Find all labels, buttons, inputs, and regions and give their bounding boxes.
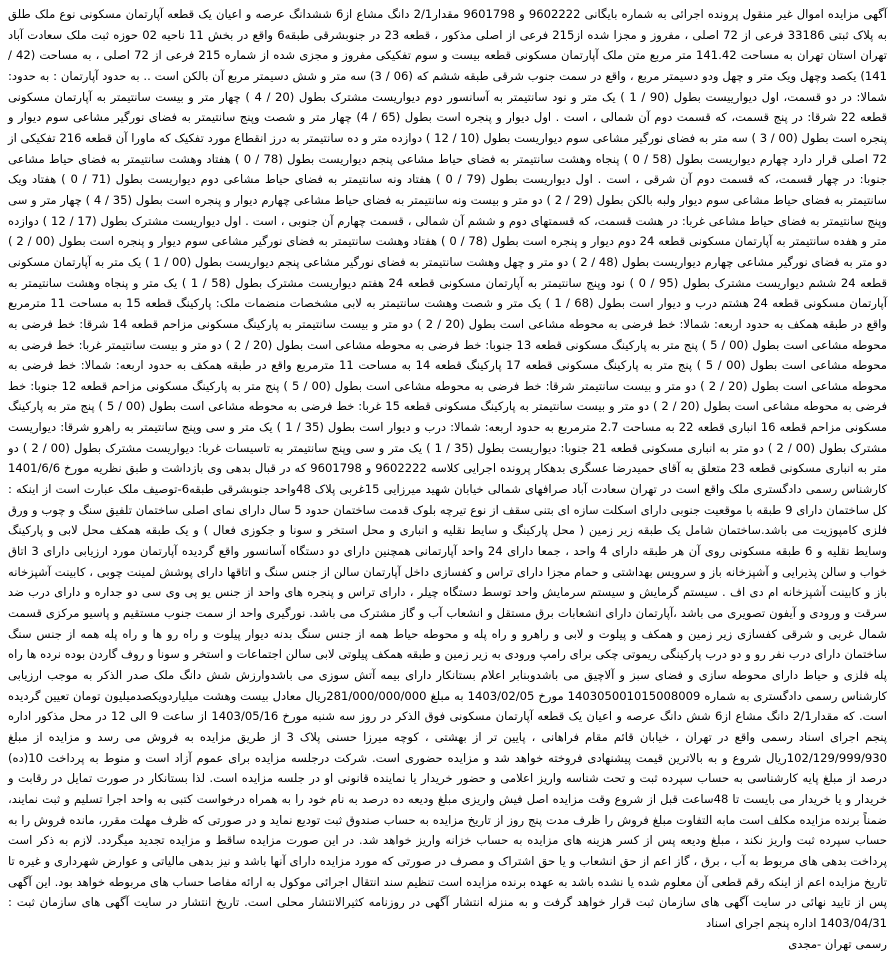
notice-signature: رسمی تهران -مجدی	[788, 936, 887, 951]
notice-body-text: آگهی مزایده اموال غیر منقول پرونده اجرائی به شماره بایگانی 9602222 و 9601798 مقدار2/1 دانگ مشاع از6 ششدانگ عرصه و اعیان یک قطعه آپارتمان مسکونی نوع ملک طلق به پلاک ثبتی 33186 فرعی از 72 اصلی ، مفروز و مجزا شده از215 فرعی از اصلی مذکور ، قطعه 23 در جنوبشرقی طبقه6 واقع در بخش 11 ناحیه 02 حوزه ثبت ملک سعادت آباد تهران استان تهران به مساحت 141.42 متر مربع متن ملک آپارتمان مسکونی قطعه بیست و سوم تفکیکی مفروز و مجزی شده از شماره 215 فرعی از 72 اصلی ، به مساحت (42 / 141) یکصد وچهل ویک متر و چهل ودو دسیمتر مربع ، واقع در سمت جنوب شرقی طبقه ششم که (06 / 3) سه متر و شش دسیمتر مربع آن بالکن است .. به حدود آپارتمان : به حدود: شمالا: در دو قسمت، اول دیوارییست بطول (90 / 1 ) یک متر و نود سانتیمتر به آسانسور دوم دیواریست مشترک بطول (20 / 4 ) چهار متر و بیست سانتیمتر به آپارتمان مسکونی قطعه 22 شرقا: در پنج قسمت، که قسمت دوم آن شمالی ، است . اول دیوار و پنجره است بطول (65 / 4) چهار متر و شصت وپنج سانتیمتر به فضای نورگیر مشاعی سوم دیوار و پنجره است بطول (00 / 3 ) سه متر به فضای نورگیر مشاعی سوم دیواریست بطول (10 / 12 ) دوازده متر و ده سانتیمتر به درز انقطاع مورد تفکیک که ماورا آن قطعه 216 تفکیکی از 72 اصلی قرار دارد چهارم دیواریست بطول (58 / 0 ) پنجاه وهشت سانتیمتر به فضای حیاط مشاعی پنجم دیواریست بطول (78 / 0 ) هفتاد وهشت سانتیمتر به فضای حیاط مشاعی جنوبا: در چهار قسمت، که قسمت دوم آن شرقی ، است . اول دیواریست بطول (79 / 0 ) هفتاد ونه سانتیمتر به فضای حیاط مشاعی دوم دیواریست بطول (71 / 0 ) هفتاد ویک سانتیمتر به فضای حیاط مشاعی سوم دیوار ولبه بالکن بطول (29 / 2 ) دو متر و بیست ونه سانتیمتر به فضای حیاط مشاعی چهارم دیوار و پنجره است بطول (35 / 4 ) چهار متر و سی وپنج سانتیمتر به فضای حیاط مشاعی غربا: در هشت قسمت، که قسمتهای دوم و ششم آن شمالی ، قسمت چهارم آن جنوبی ، است . اول دیواریست مشترک بطول (17 / 12 ) دوازده متر و هفده سانتیمتر به آپارتمان مسکونی قطعه 24 دوم دیوار و پنجره است بطول (78 / 0 ) هفتاد وهشت سانتیمتر به فضای نورگیر مشاعی سوم دیوار و پنجره است بطول (00 / 2 ) دو متر به فضای نورگیر مشاعی چهارم دیواریست بطول (48 / 2 ) دو متر و چهل وهشت سانتیمتر به فضای نورگیر مشاعی پنجم دیواریست بطول (00 / 1 ) یک متر به آپارتمان مسکونی قطعه 24 ششم دیواریست مشترک بطول (95 / 0 ) نود وپنج سانتیمتر به آپارتمان مسکونی قطعه 24 هفتم دیواریست مشترک بطول (58 / 1 ) یک متر و پنجاه وهشت سانتیمتر به آپارتمان مسکونی قطعه 24 هشتم درب و دیوار است بطول (68 / 1 ) یک متر و شصت وهشت سانتیمتر به لابی مشخصات منضمات ملک: پارکینگ قطعه 15 به مساحت 11 مترمربع واقع در طبقه همکف به حدود اربعه: شمالا: خط فرضی به محوطه مشاعی است بطول (20 / 2 ) دو متر و بیست سانتیمتر به پارکینگ مسکونی مزاحم قطعه 14 شرقا: خط فرضی به محوطه مشاعی است بطول (00 / 5 ) پنج متر به پارکینگ مسکونی قطعه 13 جنوبا: خط فرضی به محوطه مشاعی است بطول (20 / 2 ) دو متر و بیست سانتیمتر غربا: خط فرضی به محوطه مشاعی است بطول (00 / 5 ) پنج متر به پارکینگ مسکونی قطعه 17 پارکینگ قطعه 14 به مساحت 11 مترمربع واقع در طبقه همکف به حدود اربعه: شمالا: خط فرضی به محوطه مشاعی است بطول (20 / 2 ) دو متر و بیست سانتیمتر شرقا: خط فرضی به محوطه مشاعی است بطول (00 / 5 ) پنج متر به پارکینگ مسکونی مزاحم قطعه 12 جنوبا: خط فرضی به محوطه مشاعی است بطول (20 / 2 ) دو متر و بیست سانتیمتر به پارکینگ مسکونی قطعه 15 غربا: خط فرضی به محوطه مشاعی است بطول (00 / 5 ) پنج متر به پارکینگ مسکونی مزاحم قطعه 16 انباری قطعه 22 به مساحت 2.7 مترمربع به حدود اربعه: شمالا: درب و دیوار است بطول (35 / 1 ) یک متر و سی وپنج سانتیمتر به راهرو شرقا: دیواریست مشترک بطول (00 / 2 ) دو متر به انباری مسکونی قطعه 21 جنوبا: دیواریست بطول (35 / 1 ) یک متر و سی وپنج سانتیمتر به تاسیسات غربا: دیواریست مشترک بطول (00 / 2 ) دو متر به انباری مسکونی قطعه 23 متعلق به آقای حمیدرضا عسگری بدهکار پرونده اجرایی کلاسه 9602222 و 9601798 که در قبال بدهی وی بازداشت و طبق نظریه مورخ 1401/6/6 کارشناس رسمی دادگستری ملک واقع است در تهران سعادت آباد صرافهای شمالی خیابان شهید میرزایی 15غربی پلاک 48واحد جنوبشرقی طبقه6-توصیف ملک عبارت است از اینکه : کل ساختمان دارای 9 طبقه با موقعیت جنوبی دارای اسکلت سازه ای بتنی سقف از نوع تیرچه بلوک قدمت ساختمان حدود 5 سال دارای نمای اصلی ساختمان تلفیق سنگ و چوب و ورق فلزی کامپوزیت می باشد.ساختمان شامل یک طبقه زیر زمین ( محل پارکینگ و سایط نقلیه و انباری و محل استخر و سونا و جکوزی فعال ) و یک طبقه همکف محل لابی و پارکینگ وسایط نقلیه و 6 طبقه مسکونی روی آن هر طبقه دارای 4 واحد ، جمعا دارای 24 واحد آپارتمانی همچنین دارای دو دستگاه آسانسور واقع گردیده آپارتمان مورد ارزیابی دارای 3 اتاق خواب و سالن پذیرایی و آشپزخانه باز و سرویس بهداشتی و حمام مجزا دارای تراس و کفسازی داخل آپارتمان سالن از جنس سنگ و اتاقها دارای پوشش لمینت چوبی ، کابینت آشپزخانه باز و کابینت آشپزخانه ام دی اف . سیستم گرمایش و سیستم سرمایش واحد توسط دستگاه چیلر ، دارای تراس و پنجره های واحد از جنس یو پی وی سی دو جداره و دارای درب ضد سرقت و ورودی و آیفون تصویری می باشد ،آپارتمان دارای انشعابات برق مستقل و انشعاب آب و گاز مشترک می باشد. نورگیری واحد از سمت جنوب مستقیم و پاسیو مرکزی قسمت شمال غربی و شرقی کفسازی زیر زمین و همکف و پیلوت و لابی و راهرو و راه پله و محوطه حیاط همه از جنس سنگ بدنه دیوار پیلوت و راه رو ها و راه پله همه از جنس سنگ ساختمان دارای درب نفر رو و دو درب پارکینگی ریموتی چکی برای رامپ ورودی به زیر زمین و طبقه همکف پیلوتی لابی سالن اجتماعات و استخر و سونا و روف گاردن بوده نرده ها راه پله فلزی و حیاط دارای محوطه سازی و فضای سبز و آلاچیق می باشدوبنابر اعلام بستانکار دارای بیمه آتش سوزی می باشدوارزش شش دانگ ملک صدر الذکر به موجب ارزیابی کارشناس رسمی دادگستری به شماره 140305001015008009 مورخ 1403/02/05 به مبلغ 281/000/000/000ریال معادل بیست وهشت میلیاردویکصدمیلیون تومان تعیین گردیده است. که مقدار2/1 دانگ مشاع از6 شش دانگ عرصه و اعیان یک قطعه آپارتمان مسکونی فوق الذکر در روز سه شنبه مورخ 1403/05/16 از ساعت 9 الی 12 در محل مذکور اداره پنجم اجرای اسناد رسمی واقع در تهران ، خیابان قائم مقام فراهانی ، پایین تر از بهشتی ، کوچه میرزا حسنی پلاک 3 از طریق مزایده به فروش می رسد و مزایده از مبلغ 102/129/999/930ریال شروع و به بالاترین قیمت پیشنهادی فروخته خواهد شد و مزایده حضوری است. شرکت درجلسه مزایده برای عموم آزاد است و منوط به پرداخت 10(ده) درصد از مبلغ پایه کارشناسی به حساب سپرده ثبت و تحت شناسه واریز اعلامی و حضور خریدار یا نماینده قانونی او در جلسه مزایده است. لذا بستانکار در صورت تمایل در رقابت و خریدار و یا خریدار می بایست تا 48ساعت قبل از شروع وقت مزایده اصل فیش واریزی مبلغ ودیعه ده درصد به نام خود را به همراه درخواست کتبی به واحد اجرا تسلیم و ثبت نمایند، ضمناً برنده مزایده مکلف است مابه التفاوت مبلغ فروش را ظرف مدت پنج روز از تاریخ مزایده به حساب صندوق ثبت تودیع نماید و در صورتی که ظرف مهلت مقرر، مانده فروش را به حساب سپرده ثبت واریز نکند ، مبلغ ودیعه پس از کسر هزینه های مزایده به حساب خزانه واریز خواهد شد. در این صورت مزایده ساقط و مزایده تجدید میگردد. لازم به ذکر است پرداخت بدهی های مربوط به آب ، برق ، گاز اعم از حق انشعاب و یا حق اشتراک و مصرف در صورتی که مورد مزایده دارای آنها باشد و نیز بدهی مالیاتی و عوارض شهرداری و غیره تا تاریخ مزایده اعم از اینکه رقم قطعی آن معلوم شده یا نشده باشد به عهده برنده مزایده است تنظیم سند انتقال اجرائی موکول به ارائه مفاصا حساب های مربوطه خواهد بود. این آگهی پس از تایید نهائی در سایت آگهی های سازمان ثبت قرار خواهد گرفت و به منزله انتشار آگهی در روزنامه کثیرالانتشار محلی است. تاریخ انتشار در سایت آگهی های سازمان ثبت : 1403/04/31 اداره پنجم اجرای اسناد	[8, 7, 888, 930]
